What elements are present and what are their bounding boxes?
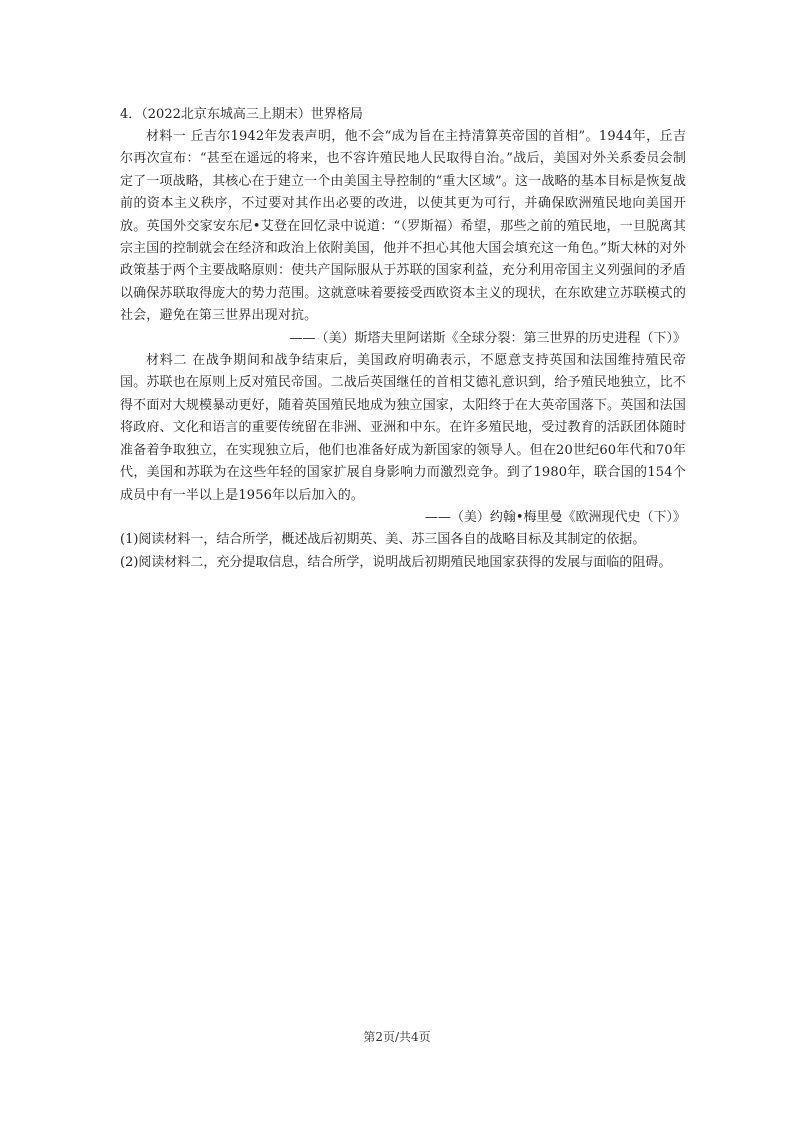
page-number: 第2页/共4页 [363, 1030, 431, 1044]
material-two: 材料二 在战争期间和战争结束后，美国政府明确表示，不愿意支持英国和法国维持殖民帝国。苏联也在原则上反对殖民帝国。二战后英国继任的首相艾德礼意识到，给予殖民地独立，比不得不面对大规模暴动更好，随着英国殖民地成为独立国家，太阳终于在大英帝国落下。英国和法国将政府、文化和语言的重要传统留在非洲、亚洲和中东。在许多殖民地，受过教育的活跃团体随时准备着争取独立，在实现独立后，他们也准备好成为新国家的领导人。但在20世纪60年代和70年代，美国和苏联为在这些年轻的国家扩展自身影响力而激烈竞争。到了1980年，联合国的154个成员中有一半以上是1956年以后加入的。 [120, 353, 686, 503]
sub-question-1: (1)阅读材料一，结合所学，概述战后初期英、美、苏三国各自的战略目标及其制定的依据。 [120, 532, 646, 548]
question-block [120, 104, 686, 574]
sub-question-2: (2)阅读材料二，充分提取信息，结合所学，说明战后初期殖民地国家获得的发展与面临的阻碍。 [120, 554, 672, 570]
material-one: 材料一 丘吉尔1942年发表声明，他不会“成为旨在主持清算英帝国的首相”。1944年，丘吉尔再次宣布：“甚至在遥远的将来，也不容许殖民地人民取得自治。”战后，美国对外关系委员会制定了一项战略，其核心在于建立一个由美国主导控制的“重大区域”。这一战略的基本目标是恢复战前的资本主义秩序，不过要对其作出必要的改进，以使其更为可行，并确保欧洲殖民地向美国开放。英国外交家安东尼•艾登在回忆录中说道：“（罗斯福）希望，那些之前的殖民地，一旦脱离其宗主国的控制就会在经济和政治上依附美国，他并不担心其他大国会填充这一角色。”斯大林的对外政策基于两个主要战略原则：使共产国际服从于苏联的国家利益，充分利用帝国主义列强间的矛盾以确保苏联取得庞大的势力范围。这就意味着要接受西欧资本主义的现状，在东欧建立苏联模式的社会，避免在第三世界出现对抗。 [120, 129, 686, 324]
material-one-source: ——（美）斯塔夫里阿诺斯《全球分裂：第三世界的历史进程（下）》 [289, 330, 686, 346]
question-title: 4．（2022北京东城高三上期末）世界格局 [120, 107, 363, 122]
material-two-source: ——（美）约翰•梅里曼《欧洲现代史（下）》 [424, 509, 686, 525]
